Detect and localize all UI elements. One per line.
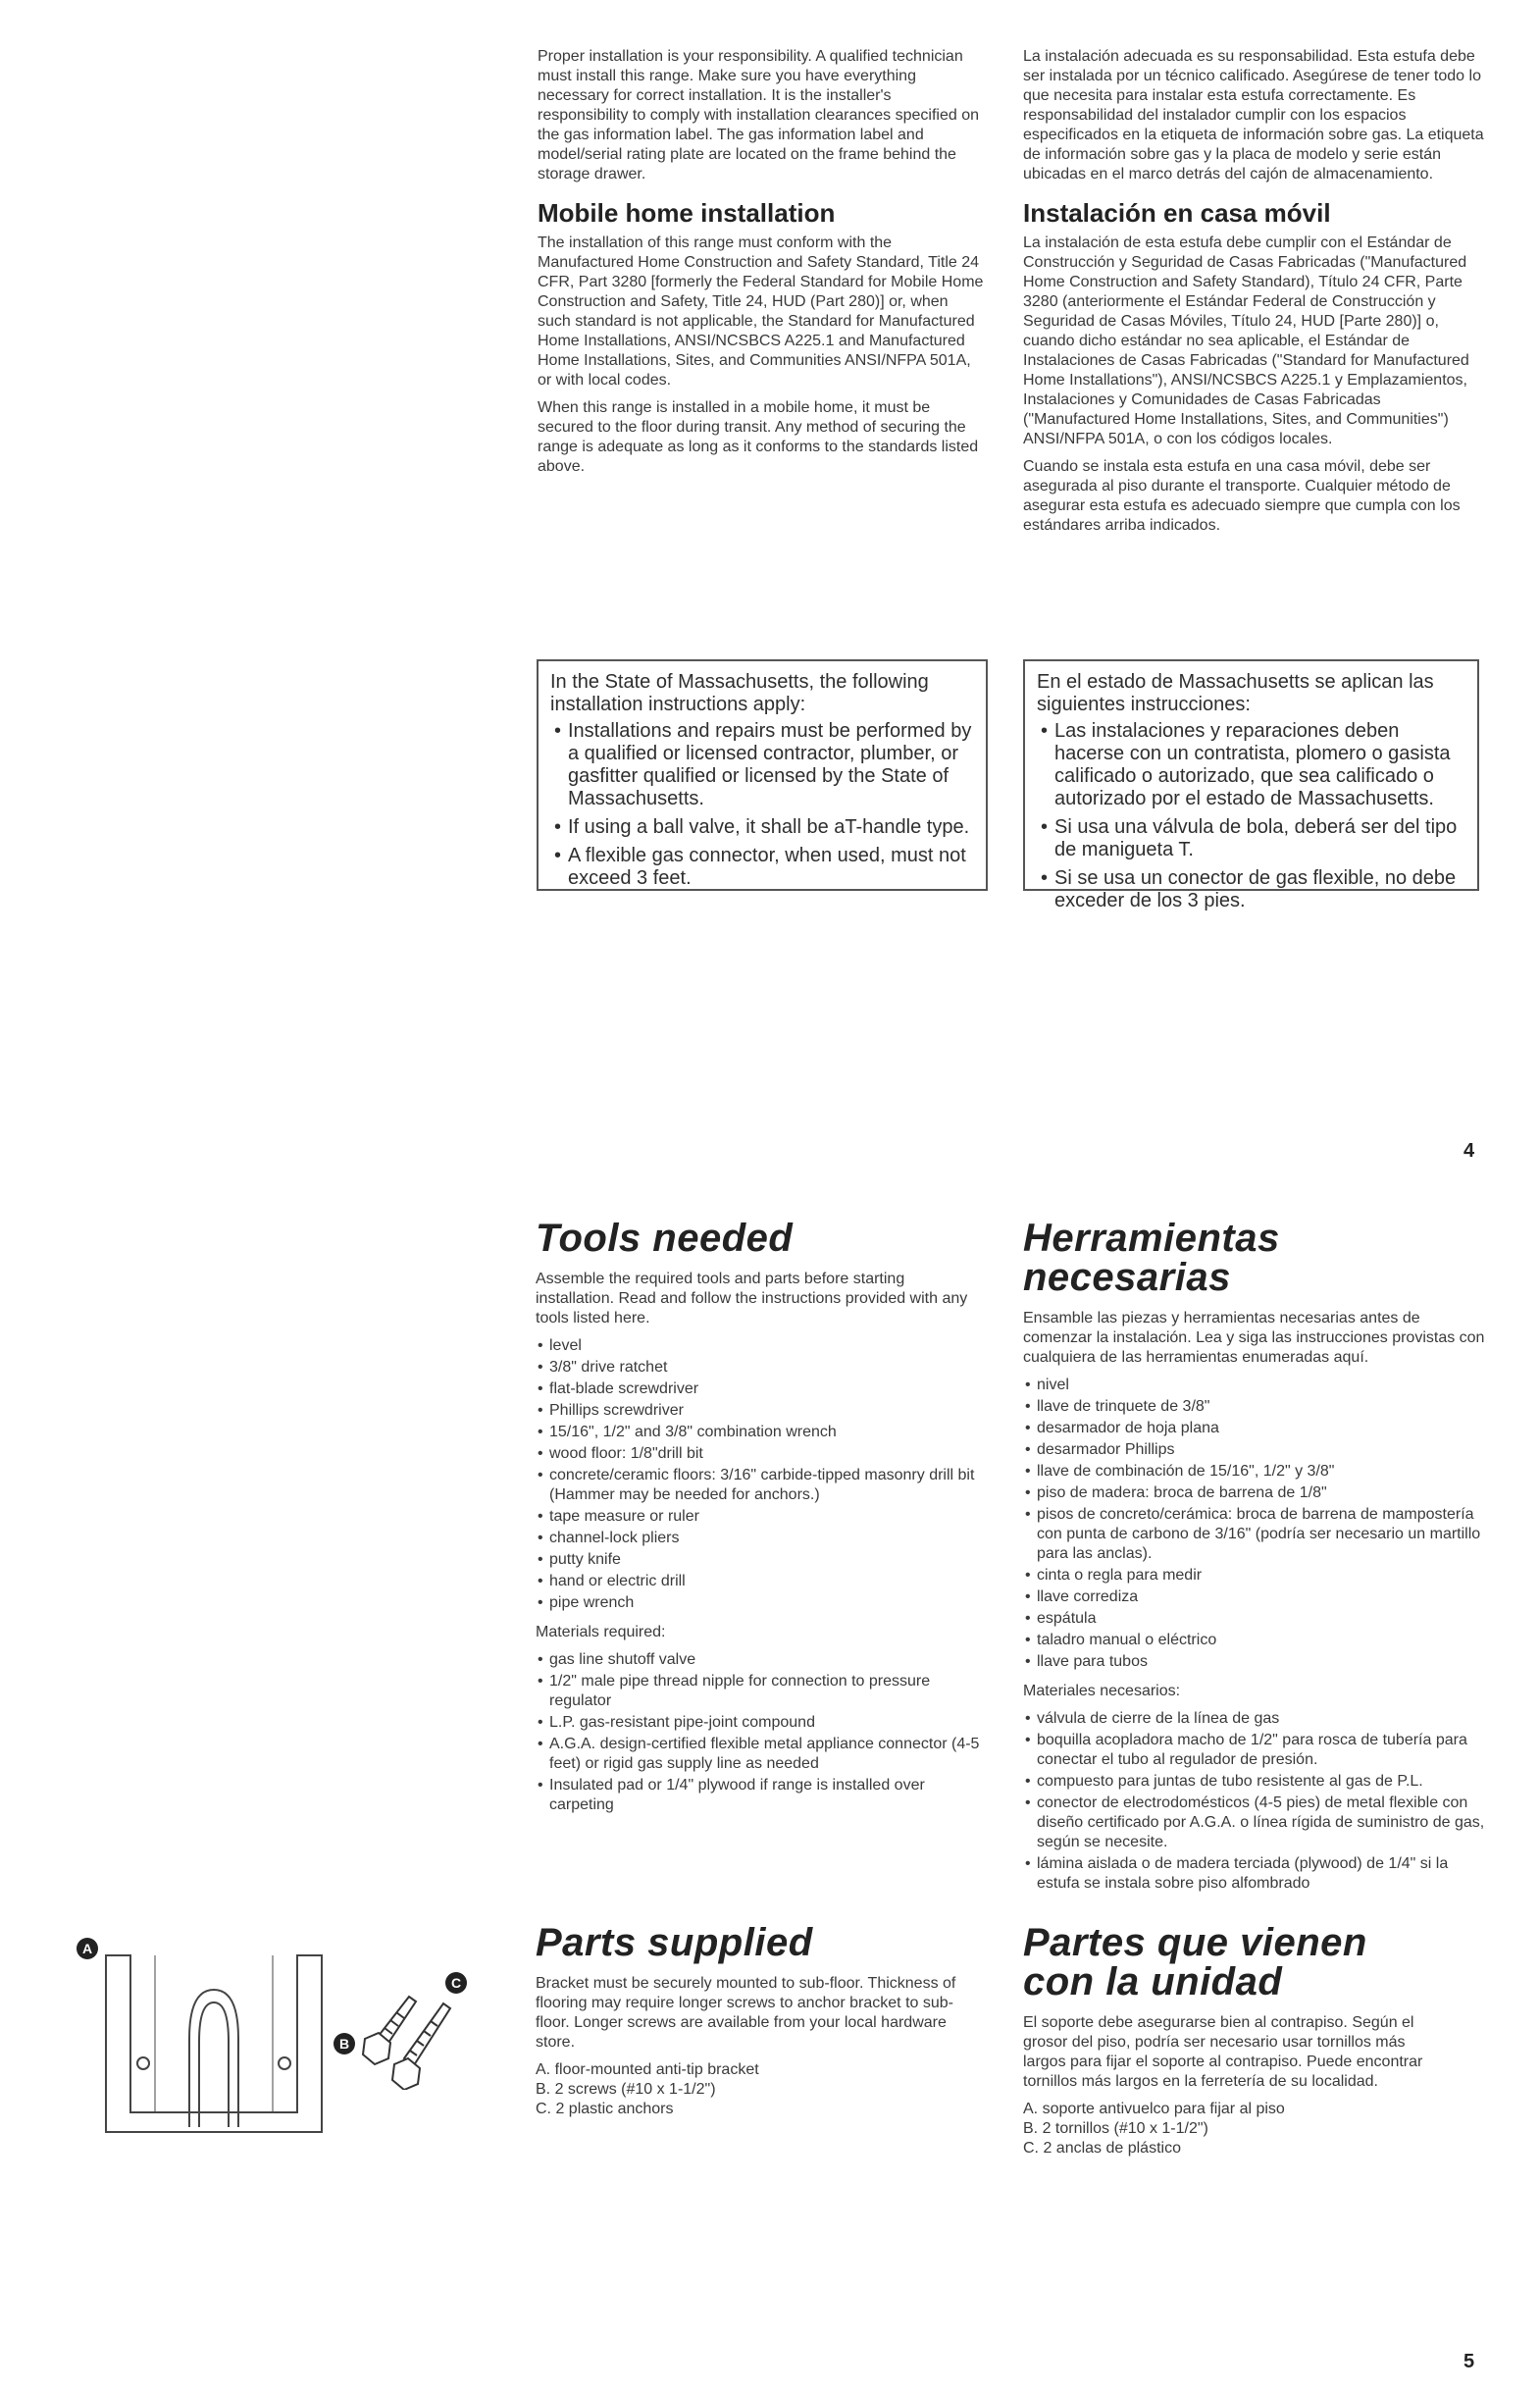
list-item: • gas line shutoff valve — [536, 1650, 983, 1670]
p4-en-mobile-heading: Mobile home installation — [538, 198, 836, 228]
list-item: • llave de combinación de 15/16", 1/2" y 3/8" — [1023, 1462, 1486, 1482]
p5-es-part-b: B. 2 tornillos (#10 x 1-1/2") — [1023, 2120, 1208, 2137]
list-item: • válvula de cierre de la línea de gas — [1023, 1709, 1486, 1729]
p5-es-parts-column — [1023, 1923, 1445, 2158]
p4-es-mass-list — [1037, 720, 1465, 912]
p5-es-part-c: C. 2 anclas de plástico — [1023, 2140, 1181, 2157]
list-item: • Si usa una válvula de bola, deberá ser del tipo de manigueta T. — [1037, 816, 1465, 861]
list-item: • taladro manual o eléctrico — [1023, 1631, 1486, 1650]
list-item: • desarmador Phillips — [1023, 1440, 1486, 1460]
p4-en-intro: Proper installation is your responsibility. A qualified technician must install this range. Make sure you have everything necessary for correct installation. It is the installer's responsibility to comply with installation clearances specified on the gas information label. The gas information label and model/serial rating plate are located on the frame behind the storage drawer. — [538, 48, 979, 182]
p5-es-tools-heading: Herramientas necesarias — [1023, 1217, 1280, 1299]
anti-tip-bracket-icon — [96, 1946, 332, 2142]
p5-es-part-a: A. soporte antivuelco para fijar al piso — [1023, 2101, 1285, 2117]
list-item: • Insulated pad or 1/4" plywood if range is installed over carpeting — [536, 1776, 983, 1815]
list-item: • llave corrediza — [1023, 1587, 1486, 1607]
list-item: • Installations and repairs must be performed by a qualified or licensed contractor, plumber, or gasfitter qualified or licensed by the State of Massachusetts. — [550, 720, 974, 810]
callout-b: B — [334, 2033, 355, 2054]
list-item: • nivel — [1023, 1376, 1486, 1395]
list-item: • cinta o regla para medir — [1023, 1566, 1486, 1586]
p5-es-materials-list — [1023, 1709, 1486, 1894]
parts-figure — [69, 1928, 481, 2144]
callout-a: A — [77, 1938, 98, 1959]
p5-es-parts-heading: Partes que vienen con la unidad — [1023, 1921, 1367, 2003]
list-item: • hand or electric drill — [536, 1572, 983, 1591]
p4-en-mass-intro: In the State of Massachusetts, the following installation instructions apply: — [550, 671, 929, 715]
p4-es-mobile-p1: La instalación de esta estufa debe cumplir con el Estándar de Construcción y Seguridad de Casas Fabricadas ("Manufactured Home Construction and Safety Standard), Título 24 CFR, Parte 3280 (anteriormente el Estándar Federal de Construcción y Seguridad de Casas Móviles, Título 24, HUD [Parte 280)] o, cuando dicho estándar no sea aplicable, el Estándar de Instalaciones de Casas Fabricadas ("Standard for Manufactured Home Installations"), ANSI/NCSBCS A225.1 y Emplazamientos, Instalaciones y Comunidades de Casas Fabricadas ("Manufactured Home Installations, Sites, and Communities") ANSI/NFPA 501A, o con los códigos locales. — [1023, 234, 1469, 447]
list-item: • L.P. gas-resistant pipe-joint compound — [536, 1713, 983, 1733]
list-item: • concrete/ceramic floors: 3/16" carbide-tipped masonry drill bit (Hammer may be needed for anchors.) — [536, 1466, 983, 1505]
list-item: • wood floor: 1/8"drill bit — [536, 1444, 983, 1464]
p5-es-tools-column — [1023, 1219, 1486, 1903]
list-item: • If using a ball valve, it shall be aT-handle type. — [550, 816, 974, 839]
p5-es-tools-intro: Ensamble las piezas y herramientas necesarias antes de comenzar la instalación. Lea y siga las instrucciones provistas con cualquiera de las herramientas enumeradas aquí. — [1023, 1310, 1485, 1366]
list-item: • tape measure or ruler — [536, 1507, 983, 1527]
p5-en-parts-column — [536, 1923, 983, 2119]
list-item: • compuesto para juntas de tubo resistente al gas de P.L. — [1023, 1772, 1486, 1792]
list-item: • pisos de concreto/cerámica: broca de barrena de mampostería con punta de carbono de 3/16" (podría ser necesario un martillo para las anclas). — [1023, 1505, 1486, 1564]
page-number-4: 4 — [1463, 1140, 1475, 1162]
p5-es-tools-list — [1023, 1376, 1486, 1672]
p5-en-tools-intro: Assemble the required tools and parts before starting installation. Read and follow the instructions provided with any tools listed here. — [536, 1271, 968, 1326]
p5-es-materials-heading: Materiales necesarios: — [1023, 1683, 1181, 1699]
p5-en-parts-heading: Parts supplied — [536, 1921, 813, 1964]
p4-en-mass-list — [550, 720, 974, 890]
list-item: • boquilla acopladora macho de 1/2" para rosca de tubería para conectar el tubo al regulador de presión. — [1023, 1731, 1486, 1770]
p5-en-materials-heading: Materials required: — [536, 1624, 666, 1640]
list-item: • putty knife — [536, 1550, 983, 1570]
p5-en-part-b: B. 2 screws (#10 x 1-1/2") — [536, 2081, 716, 2098]
p4-en-column — [538, 47, 985, 485]
list-item: • channel-lock pliers — [536, 1529, 983, 1548]
list-item: • A.G.A. design-certified flexible metal appliance connector (4-5 feet) or rigid gas supply line as needed — [536, 1735, 983, 1774]
list-item: • Las instalaciones y reparaciones deben hacerse con un contratista, plomero o gasista calificado o autorizado, que sea calificado o autorizado por el estado de Massachusetts. — [1037, 720, 1465, 810]
list-item: • llave de trinquete de 3/8" — [1023, 1397, 1486, 1417]
p4-es-mass-intro: En el estado de Massachusetts se aplican las siguientes instrucciones: — [1037, 671, 1434, 715]
screws-and-anchors-icon — [355, 1982, 473, 2090]
list-item: • level — [536, 1336, 983, 1356]
p4-es-column — [1023, 47, 1486, 544]
p4-es-intro: La instalación adecuada es su responsabilidad. Esta estufa debe ser instalada por un técnico calificado. Asegúrese de tener todo lo que necesita para instalar esta estufa correctamente. Es responsabilidad del instalador cumplir con los espacios especificados en la etiqueta de información sobre gas. La etiqueta de información sobre gas y la placa de modelo y serie están ubicadas en el marco detrás del cajón de almacenamiento. — [1023, 48, 1484, 182]
list-item: • Si se usa un conector de gas flexible, no debe exceder de los 3 pies. — [1037, 867, 1465, 912]
list-item: • conector de electrodomésticos (4-5 pies) de metal flexible con diseño certificado por A.G.A. o línea rígida de suministro de gas, según se necesite. — [1023, 1794, 1486, 1852]
p5-en-tools-heading: Tools needed — [536, 1217, 794, 1260]
p5-en-part-a: A. floor-mounted anti-tip bracket — [536, 2061, 759, 2078]
list-item: • piso de madera: broca de barrena de 1/8" — [1023, 1483, 1486, 1503]
list-item: • llave para tubos — [1023, 1652, 1486, 1672]
p4-en-mobile-p1: The installation of this range must conform with the Manufactured Home Construction and Safety Standard, Title 24 CFR, Part 3280 [formerly the Federal Standard for Mobile Home Construction and Safety, Title 24, HUD (Part 280)] or, when such standard is not applicable, the Standard for Manufactured Home Installations, ANSI/NCSBCS A225.1 and Manufactured Home Installations, Sites, and Communities ANSI/NFPA 501A, or with local codes. — [538, 234, 984, 389]
p4-en-massachusetts-box — [537, 659, 988, 891]
p4-es-mobile-heading: Instalación en casa móvil — [1023, 198, 1331, 228]
list-item: • pipe wrench — [536, 1593, 983, 1613]
p5-en-parts-intro: Bracket must be securely mounted to sub-floor. Thickness of flooring may require longer screws to anchor bracket to sub-floor. Longer screws are available from your local hardware store. — [536, 1975, 956, 2051]
list-item: • desarmador de hoja plana — [1023, 1419, 1486, 1438]
list-item: • espátula — [1023, 1609, 1486, 1629]
page-number-5: 5 — [1463, 2351, 1475, 2372]
p4-es-massachusetts-box — [1023, 659, 1479, 911]
list-item: • lámina aislada o de madera terciada (plywood) de 1/4" si la estufa se instala sobre piso alfombrado — [1023, 1854, 1486, 1894]
list-item: • 1/2" male pipe thread nipple for connection to pressure regulator — [536, 1672, 983, 1711]
p4-es-mobile-p2: Cuando se instala esta estufa en una casa móvil, debe ser asegurada al piso durante el transporte. Cualquier método de asegurar esta estufa es adecuado siempre que cumpla con los estándares arriba indicados. — [1023, 458, 1461, 534]
p5-en-tools-list — [536, 1336, 983, 1613]
list-item: • flat-blade screwdriver — [536, 1379, 983, 1399]
list-item: • A flexible gas connector, when used, must not exceed 3 feet. — [550, 845, 974, 890]
p5-es-parts-intro: El soporte debe asegurarse bien al contrapiso. Según el grosor del piso, podría ser necesario usar tornillos más largos para fijar el soporte al contrapiso. Puede encontrar tornillos más largos en la ferretería de su localidad. — [1023, 2014, 1423, 2090]
callout-c: C — [445, 1972, 467, 1994]
list-item: • 15/16", 1/2" and 3/8" combination wrench — [536, 1423, 983, 1442]
list-item: • 3/8" drive ratchet — [536, 1358, 983, 1378]
p5-en-materials-list — [536, 1650, 983, 1815]
p4-en-mobile-p2: When this range is installed in a mobile home, it must be secured to the floor during transit. Any method of securing the range is adequate as long as it conforms to the standards listed above. — [538, 399, 979, 475]
list-item: • Phillips screwdriver — [536, 1401, 983, 1421]
p5-en-part-c: C. 2 plastic anchors — [536, 2101, 674, 2117]
p5-en-tools-column — [536, 1219, 983, 1825]
